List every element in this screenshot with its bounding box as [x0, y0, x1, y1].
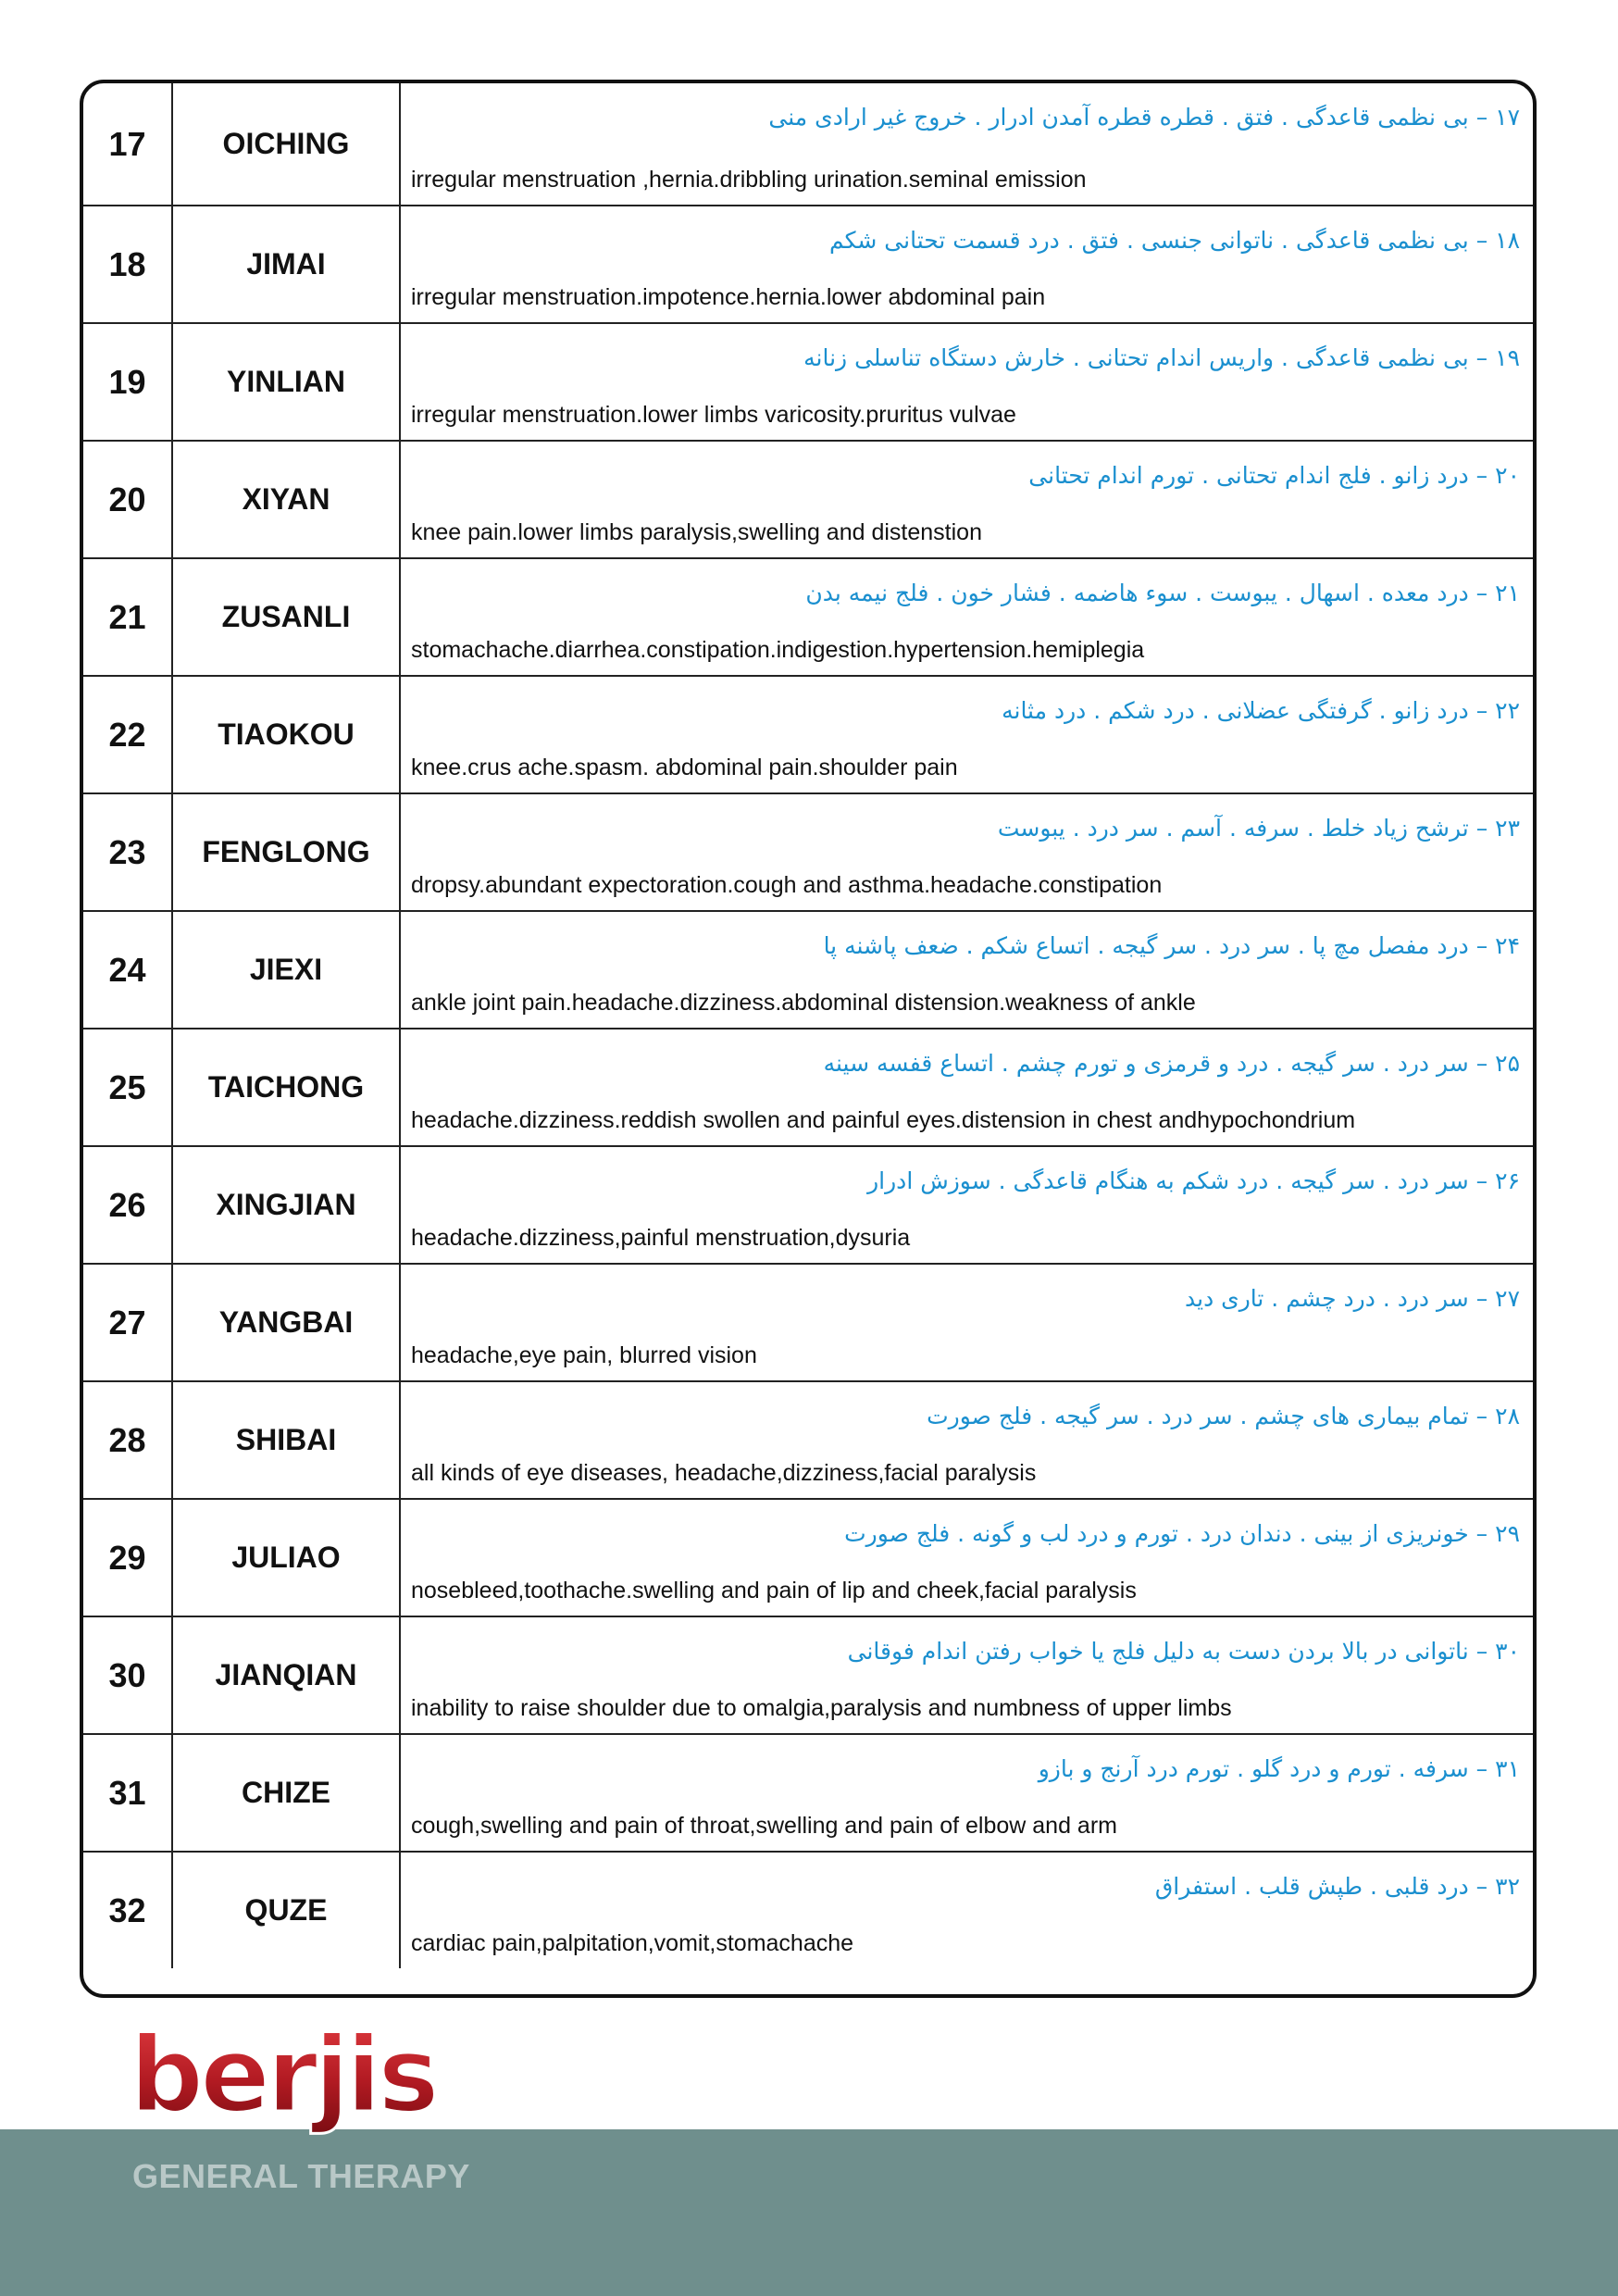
berjis-logo [130, 2018, 463, 2148]
english-description: inability to raise shoulder due to omalgia,paralysis and numbness of upper limbs [411, 1695, 1232, 1721]
table-row [83, 205, 1533, 322]
point-name: JIMAI [173, 206, 401, 322]
point-number: 20 [83, 442, 173, 557]
persian-description: ۲۴ – درد مفصل مچ پا . سر درد . سر گیجه . اتساع شکم . ضعف پاشنه پا [823, 932, 1520, 959]
point-name: TAICHONG [173, 1029, 401, 1145]
brand-tagline: GENERAL THERAPY [132, 2157, 470, 2195]
points-table [80, 80, 1537, 1998]
english-description: headache.dizziness.reddish swollen and painful eyes.distension in chest andhypochondrium [411, 1107, 1356, 1133]
persian-description: ۲۳ – ترشح زیاد خلط . سرفه . آسم . سر درد . یبوست [997, 815, 1520, 842]
point-description [401, 559, 1533, 675]
table-row [83, 1380, 1533, 1498]
persian-description: ۲۵ – سر درد . سر گیجه . درد و قرمزی و تورم چشم . اتساع قفسه سینه [823, 1050, 1520, 1077]
persian-description: ۲۰ – درد زانو . فلج اندام تحتانی . تورم اندام تحتانی [1028, 462, 1520, 489]
point-number: 18 [83, 206, 173, 322]
english-description: dropsy.abundant expectoration.cough and asthma.headache.constipation [411, 872, 1163, 898]
english-description: cardiac pain,palpitation,vomit,stomachache [411, 1930, 854, 1956]
point-description [401, 83, 1533, 205]
persian-description: ۱۷ – بی نظمی قاعدگی . فتق . قطره قطره آمدن ادرار . خروج غیر ارادی منی [768, 104, 1520, 131]
persian-description: ۲۱ – درد معده . اسهال . یبوست . سوء هاضمه . فشار خون . فلج نیمه بدن [805, 580, 1520, 606]
point-number: 25 [83, 1029, 173, 1145]
point-number: 28 [83, 1382, 173, 1498]
point-number: 32 [83, 1853, 173, 1968]
table-row [83, 322, 1533, 440]
english-description: irregular menstruation.lower limbs varicosity.pruritus vulvae [411, 402, 1016, 428]
point-number: 19 [83, 324, 173, 440]
persian-description: ۳۰ – ناتوانی در بالا بردن دست به دلیل فلج یا خواب رفتن اندام فوقانی [847, 1638, 1520, 1665]
persian-description: ۳۱ – سرفه . تورم و درد گلو . تورم درد آرنج و بازو [1038, 1755, 1520, 1782]
persian-description: ۲۶ – سر درد . سر گیجه . درد شکم به هنگام قاعدگی . سوزش ادرار [867, 1167, 1520, 1194]
point-number: 27 [83, 1265, 173, 1380]
persian-description: ۲۹ – خونریزی از بینی . دندان درد . تورم و درد لب و گونه . فلج صورت [844, 1520, 1520, 1547]
table-row [83, 557, 1533, 675]
point-description [401, 442, 1533, 557]
english-description: knee pain.lower limbs paralysis,swelling and distenstion [411, 519, 982, 545]
table-row [83, 83, 1533, 205]
point-name: YANGBAI [173, 1265, 401, 1380]
point-name: JIANQIAN [173, 1617, 401, 1733]
persian-description: ۱۸ – بی نظمی قاعدگی . ناتوانی جنسی . فتق . درد قسمت تحتانی شکم [828, 227, 1520, 254]
point-number: 26 [83, 1147, 173, 1263]
point-description [401, 1617, 1533, 1733]
point-number: 30 [83, 1617, 173, 1733]
table-row [83, 440, 1533, 557]
table-row [83, 792, 1533, 910]
point-number: 21 [83, 559, 173, 675]
point-description [401, 1147, 1533, 1263]
english-description: nosebleed,toothache.swelling and pain of lip and cheek,facial paralysis [411, 1578, 1137, 1603]
persian-description: ۲۷ – سر درد . درد چشم . تاری دید [1184, 1285, 1520, 1312]
english-description: cough,swelling and pain of throat,swelling and pain of elbow and arm [411, 1813, 1117, 1839]
point-description [401, 1382, 1533, 1498]
point-description [401, 1029, 1533, 1145]
point-name: JIEXI [173, 912, 401, 1028]
table-row [83, 1498, 1533, 1616]
point-description [401, 1853, 1533, 1968]
point-description [401, 1735, 1533, 1851]
point-description [401, 324, 1533, 440]
point-name: TIAOKOU [173, 677, 401, 792]
english-description: headache,eye pain, blurred vision [411, 1342, 757, 1368]
point-description [401, 677, 1533, 792]
table-row [83, 910, 1533, 1028]
persian-description: ۱۹ – بی نظمی قاعدگی . واریس اندام تحتانی . خارش دستگاه تناسلی زنانه [803, 344, 1520, 371]
point-description [401, 912, 1533, 1028]
english-description: irregular menstruation ,hernia.dribbling urination.seminal emission [411, 167, 1087, 193]
point-name: CHIZE [173, 1735, 401, 1851]
english-description: headache.dizziness,painful menstruation,dysuria [411, 1225, 911, 1251]
table-row [83, 1616, 1533, 1733]
persian-description: ۲۸ – تمام بیماری های چشم . سر درد . سر گیجه . فلج صورت [927, 1403, 1520, 1429]
point-name: OICHING [173, 83, 401, 205]
point-number: 24 [83, 912, 173, 1028]
point-number: 29 [83, 1500, 173, 1616]
persian-description: ۳۲ – درد قلبی . طپش قلب . استفراق [1154, 1873, 1520, 1900]
point-description [401, 1500, 1533, 1616]
point-name: XINGJIAN [173, 1147, 401, 1263]
table-row [83, 1733, 1533, 1851]
point-description [401, 794, 1533, 910]
point-number: 22 [83, 677, 173, 792]
point-number: 17 [83, 83, 173, 205]
table-row [83, 1145, 1533, 1263]
point-number: 31 [83, 1735, 173, 1851]
point-name: SHIBAI [173, 1382, 401, 1498]
point-name: XIYAN [173, 442, 401, 557]
point-description [401, 206, 1533, 322]
english-description: stomachache.diarrhea.constipation.indigestion.hypertension.hemiplegia [411, 637, 1145, 663]
point-name: JULIAO [173, 1500, 401, 1616]
english-description: knee.crus ache.spasm. abdominal pain.shoulder pain [411, 755, 958, 780]
table-row [83, 1851, 1533, 1968]
point-name: QUZE [173, 1853, 401, 1968]
point-name: FENGLONG [173, 794, 401, 910]
persian-description: ۲۲ – درد زانو . گرفتگی عضلانی . درد شکم . درد مثانه [1002, 697, 1520, 724]
point-description [401, 1265, 1533, 1380]
english-description: all kinds of eye diseases, headache,dizziness,facial paralysis [411, 1460, 1037, 1486]
table-row [83, 1263, 1533, 1380]
point-number: 23 [83, 794, 173, 910]
table-row [83, 675, 1533, 792]
svg-text:berjis: berjis [130, 2018, 436, 2136]
point-name: ZUSANLI [173, 559, 401, 675]
table-row [83, 1028, 1533, 1145]
point-name: YINLIAN [173, 324, 401, 440]
english-description: ankle joint pain.headache.dizziness.abdominal distension.weakness of ankle [411, 990, 1196, 1016]
footer-band [0, 2129, 1618, 2296]
english-description: irregular menstruation.impotence.hernia.lower abdominal pain [411, 284, 1046, 310]
